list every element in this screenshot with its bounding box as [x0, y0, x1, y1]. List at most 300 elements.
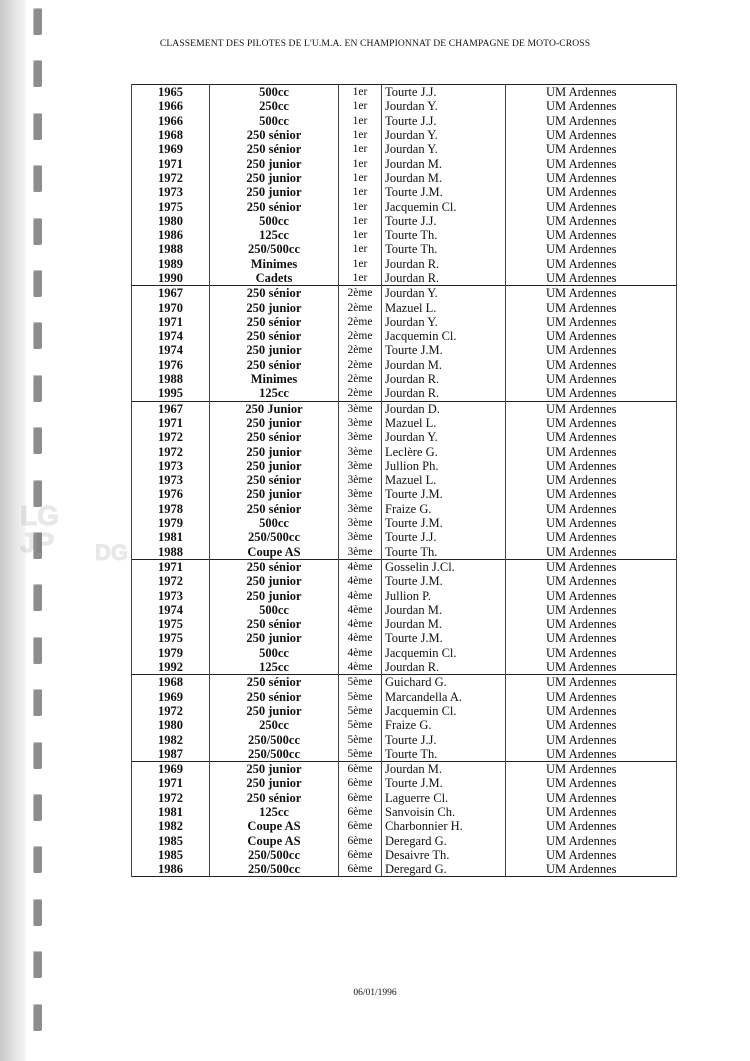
class-cell: Minimes: [210, 257, 339, 271]
rank-cell: 1er: [339, 185, 382, 199]
rank-cell: 3ème: [339, 530, 382, 544]
club-cell: UM Ardennes: [506, 185, 677, 199]
rank-cell: 3ème: [339, 487, 382, 501]
rank-cell: 6ème: [339, 862, 382, 877]
class-cell: 250 junior: [210, 574, 339, 588]
pilot-cell: Tourte J.M.: [382, 185, 506, 199]
class-cell: 250 junior: [210, 300, 339, 314]
club-cell: UM Ardennes: [506, 386, 677, 401]
pilot-cell: Guichard G.: [382, 675, 506, 690]
club-cell: UM Ardennes: [506, 603, 677, 617]
club-cell: UM Ardennes: [506, 530, 677, 544]
club-cell: UM Ardennes: [506, 862, 677, 877]
class-cell: 250 junior: [210, 631, 339, 645]
rank-cell: 2ème: [339, 343, 382, 357]
year-cell: 1967: [132, 286, 210, 301]
class-cell: 500cc: [210, 603, 339, 617]
class-cell: 125cc: [210, 660, 339, 675]
pilot-cell: Laguerre Cl.: [382, 791, 506, 805]
table-row: [132, 530, 677, 544]
club-cell: UM Ardennes: [506, 559, 677, 574]
year-cell: 1988: [132, 545, 210, 560]
year-cell: 1966: [132, 99, 210, 113]
pilot-cell: Leclère G.: [382, 444, 506, 458]
year-cell: 1987: [132, 747, 210, 762]
pilot-cell: Jourdan Y.: [382, 286, 506, 301]
rank-cell: 6ème: [339, 776, 382, 790]
table-row: [132, 487, 677, 501]
club-cell: UM Ardennes: [506, 805, 677, 819]
rank-cell: 5ème: [339, 689, 382, 703]
binder-hole: [33, 322, 42, 349]
pilot-cell: Jacquemin Cl.: [382, 199, 506, 213]
club-cell: UM Ardennes: [506, 689, 677, 703]
binder-hole: [33, 532, 42, 559]
year-cell: 1973: [132, 588, 210, 602]
class-cell: 250/500cc: [210, 242, 339, 256]
year-cell: 1974: [132, 343, 210, 357]
club-cell: UM Ardennes: [506, 329, 677, 343]
table-row: [132, 358, 677, 372]
rank-cell: 1er: [339, 199, 382, 213]
table-row: [132, 660, 677, 675]
binder-hole: [33, 113, 42, 140]
club-cell: UM Ardennes: [506, 85, 677, 100]
club-cell: UM Ardennes: [506, 545, 677, 560]
rank-cell: 1er: [339, 85, 382, 100]
table-row: [132, 646, 677, 660]
table-row: [132, 242, 677, 256]
binder-hole: [33, 60, 42, 87]
pilot-cell: Gosselin J.Cl.: [382, 559, 506, 574]
pilot-cell: Tourte Th.: [382, 242, 506, 256]
year-cell: 1971: [132, 315, 210, 329]
class-cell: Minimes: [210, 372, 339, 386]
class-cell: 250 junior: [210, 156, 339, 170]
rank-cell: 6ème: [339, 819, 382, 833]
year-cell: 1965: [132, 85, 210, 100]
club-cell: UM Ardennes: [506, 617, 677, 631]
class-cell: 250 sénior: [210, 675, 339, 690]
binder-holes: [0, 0, 40, 1061]
binder-hole: [33, 375, 42, 402]
table-row: [132, 848, 677, 862]
rank-cell: 4ème: [339, 631, 382, 645]
class-cell: 250 sénior: [210, 473, 339, 487]
table-row: [132, 430, 677, 444]
club-cell: UM Ardennes: [506, 791, 677, 805]
pilot-cell: Jourdan M.: [382, 358, 506, 372]
class-cell: Coupe AS: [210, 819, 339, 833]
class-cell: Coupe AS: [210, 545, 339, 560]
table-row: [132, 588, 677, 602]
rank-cell: 6ème: [339, 791, 382, 805]
binder-hole: [33, 846, 42, 873]
pilot-cell: Jacquemin Cl.: [382, 646, 506, 660]
class-cell: 250/500cc: [210, 862, 339, 877]
pilot-cell: Mazuel L.: [382, 473, 506, 487]
rank-cell: 1er: [339, 114, 382, 128]
club-cell: UM Ardennes: [506, 372, 677, 386]
table-row: [132, 516, 677, 530]
rank-cell: 6ème: [339, 848, 382, 862]
year-cell: 1980: [132, 718, 210, 732]
table-row: [132, 791, 677, 805]
table-row: [132, 574, 677, 588]
pilot-cell: Tourte J.J.: [382, 85, 506, 100]
club-cell: UM Ardennes: [506, 660, 677, 675]
table-row: [132, 128, 677, 142]
club-cell: UM Ardennes: [506, 114, 677, 128]
club-cell: UM Ardennes: [506, 358, 677, 372]
rank-cell: 1er: [339, 99, 382, 113]
table-row: [132, 300, 677, 314]
year-cell: 1972: [132, 444, 210, 458]
rank-cell: 2ème: [339, 386, 382, 401]
table-row: [132, 631, 677, 645]
table-row: [132, 372, 677, 386]
table-row: [132, 199, 677, 213]
class-cell: 250 sénior: [210, 199, 339, 213]
pilot-cell: Jullion Ph.: [382, 459, 506, 473]
rank-cell: 3ème: [339, 502, 382, 516]
year-cell: 1969: [132, 142, 210, 156]
class-cell: 250 junior: [210, 588, 339, 602]
class-cell: 250cc: [210, 99, 339, 113]
class-cell: 250/500cc: [210, 848, 339, 862]
pilot-cell: Jourdan R.: [382, 660, 506, 675]
table-row: [132, 675, 677, 690]
year-cell: 1985: [132, 848, 210, 862]
rank-cell: 5ème: [339, 675, 382, 690]
rank-cell: 3ème: [339, 401, 382, 416]
year-cell: 1981: [132, 530, 210, 544]
year-cell: 1989: [132, 257, 210, 271]
club-cell: UM Ardennes: [506, 473, 677, 487]
year-cell: 1980: [132, 214, 210, 228]
year-cell: 1976: [132, 487, 210, 501]
year-cell: 1974: [132, 603, 210, 617]
class-cell: 125cc: [210, 228, 339, 242]
year-cell: 1972: [132, 791, 210, 805]
year-cell: 1972: [132, 171, 210, 185]
year-cell: 1972: [132, 704, 210, 718]
class-cell: 250 junior: [210, 416, 339, 430]
table-row: [132, 718, 677, 732]
pilot-cell: Deregard G.: [382, 862, 506, 877]
club-cell: UM Ardennes: [506, 214, 677, 228]
rank-cell: 3ème: [339, 516, 382, 530]
rank-cell: 6ème: [339, 805, 382, 819]
class-cell: 250 sénior: [210, 329, 339, 343]
club-cell: UM Ardennes: [506, 502, 677, 516]
pilot-cell: Fraize G.: [382, 718, 506, 732]
table-row: [132, 603, 677, 617]
rank-cell: 3ème: [339, 545, 382, 560]
class-cell: 250 junior: [210, 761, 339, 776]
binder-hole: [33, 427, 42, 454]
club-cell: UM Ardennes: [506, 315, 677, 329]
table-row: [132, 286, 677, 301]
pilot-cell: Jourdan Y.: [382, 128, 506, 142]
year-cell: 1990: [132, 271, 210, 286]
rank-cell: 6ème: [339, 833, 382, 847]
rank-cell: 1er: [339, 171, 382, 185]
pilot-cell: Tourte J.J.: [382, 530, 506, 544]
pilot-cell: Charbonnier H.: [382, 819, 506, 833]
ranking-table: [131, 84, 677, 877]
year-cell: 1971: [132, 416, 210, 430]
pilot-cell: Jourdan M.: [382, 171, 506, 185]
class-cell: 500cc: [210, 646, 339, 660]
class-cell: 250 sénior: [210, 430, 339, 444]
rank-cell: 1er: [339, 242, 382, 256]
table-row: [132, 315, 677, 329]
year-cell: 1979: [132, 646, 210, 660]
rank-cell: 5ème: [339, 732, 382, 746]
year-cell: 1969: [132, 761, 210, 776]
pilot-cell: Mazuel L.: [382, 416, 506, 430]
year-cell: 1975: [132, 617, 210, 631]
year-cell: 1968: [132, 128, 210, 142]
pilot-cell: Jourdan R.: [382, 271, 506, 286]
club-cell: UM Ardennes: [506, 516, 677, 530]
year-cell: 1975: [132, 199, 210, 213]
year-cell: 1971: [132, 156, 210, 170]
year-cell: 1973: [132, 459, 210, 473]
table-row: [132, 545, 677, 560]
rank-cell: 3ème: [339, 430, 382, 444]
year-cell: 1981: [132, 805, 210, 819]
year-cell: 1967: [132, 401, 210, 416]
year-cell: 1970: [132, 300, 210, 314]
club-cell: UM Ardennes: [506, 444, 677, 458]
class-cell: 250 sénior: [210, 142, 339, 156]
club-cell: UM Ardennes: [506, 430, 677, 444]
year-cell: 1969: [132, 689, 210, 703]
pilot-cell: Tourte J.M.: [382, 776, 506, 790]
class-cell: 250 junior: [210, 459, 339, 473]
class-cell: 250 junior: [210, 185, 339, 199]
table-row: [132, 747, 677, 762]
rank-cell: 2ème: [339, 300, 382, 314]
table-row: [132, 156, 677, 170]
year-cell: 1982: [132, 819, 210, 833]
binder-hole: [33, 794, 42, 821]
club-cell: UM Ardennes: [506, 718, 677, 732]
table-row: [132, 502, 677, 516]
club-cell: UM Ardennes: [506, 228, 677, 242]
year-cell: 1974: [132, 329, 210, 343]
rank-cell: 1er: [339, 257, 382, 271]
page-title: CLASSEMENT DES PILOTES DE L'U.M.A. EN CHAMPIONNAT DE CHAMPAGNE DE MOTO-CROSS: [159, 38, 591, 49]
club-cell: UM Ardennes: [506, 416, 677, 430]
pilot-cell: Tourte Th.: [382, 545, 506, 560]
binder-hole: [33, 689, 42, 716]
rank-cell: 4ème: [339, 617, 382, 631]
club-cell: UM Ardennes: [506, 646, 677, 660]
year-cell: 1979: [132, 516, 210, 530]
rank-cell: 3ème: [339, 473, 382, 487]
class-cell: 250/500cc: [210, 530, 339, 544]
pilot-cell: Jourdan M.: [382, 603, 506, 617]
rank-cell: 1er: [339, 214, 382, 228]
pilot-cell: Tourte J.M.: [382, 516, 506, 530]
binder-hole: [33, 951, 42, 978]
pilot-cell: Jourdan Y.: [382, 430, 506, 444]
table-row: [132, 732, 677, 746]
class-cell: 500cc: [210, 516, 339, 530]
pilot-cell: Tourte J.M.: [382, 487, 506, 501]
year-cell: 1971: [132, 559, 210, 574]
rank-cell: 2ème: [339, 358, 382, 372]
class-cell: 250 sénior: [210, 286, 339, 301]
year-cell: 1973: [132, 473, 210, 487]
pilot-cell: Deregard G.: [382, 833, 506, 847]
rank-cell: 4ème: [339, 646, 382, 660]
rank-cell: 1er: [339, 271, 382, 286]
binder-hole: [33, 270, 42, 297]
club-cell: UM Ardennes: [506, 631, 677, 645]
club-cell: UM Ardennes: [506, 588, 677, 602]
rank-cell: 2ème: [339, 315, 382, 329]
binder-hole: [33, 1004, 42, 1031]
class-cell: 250/500cc: [210, 747, 339, 762]
class-cell: 250 junior: [210, 171, 339, 185]
club-cell: UM Ardennes: [506, 747, 677, 762]
class-cell: 125cc: [210, 386, 339, 401]
pilot-cell: Jacquemin Cl.: [382, 329, 506, 343]
year-cell: 1986: [132, 862, 210, 877]
class-cell: Cadets: [210, 271, 339, 286]
club-cell: UM Ardennes: [506, 704, 677, 718]
rank-cell: 2ème: [339, 286, 382, 301]
club-cell: UM Ardennes: [506, 833, 677, 847]
pilot-cell: Jourdan R.: [382, 386, 506, 401]
rank-cell: 6ème: [339, 761, 382, 776]
club-cell: UM Ardennes: [506, 156, 677, 170]
table-row: [132, 862, 677, 877]
class-cell: 250 junior: [210, 704, 339, 718]
club-cell: UM Ardennes: [506, 761, 677, 776]
class-cell: 250 Junior: [210, 401, 339, 416]
club-cell: UM Ardennes: [506, 142, 677, 156]
table-row: [132, 805, 677, 819]
year-cell: 1966: [132, 114, 210, 128]
club-cell: UM Ardennes: [506, 776, 677, 790]
table-row: [132, 99, 677, 113]
year-cell: 1976: [132, 358, 210, 372]
table-row: [132, 776, 677, 790]
pilot-cell: Jourdan R.: [382, 372, 506, 386]
class-cell: 250cc: [210, 718, 339, 732]
year-cell: 1971: [132, 776, 210, 790]
club-cell: UM Ardennes: [506, 171, 677, 185]
table-row: [132, 329, 677, 343]
year-cell: 1975: [132, 631, 210, 645]
watermark-text-a: LG: [20, 500, 59, 531]
rank-cell: 3ème: [339, 459, 382, 473]
year-cell: 1992: [132, 660, 210, 675]
club-cell: UM Ardennes: [506, 819, 677, 833]
binder-hole: [33, 8, 42, 35]
club-cell: UM Ardennes: [506, 459, 677, 473]
rank-cell: 5ème: [339, 718, 382, 732]
club-cell: UM Ardennes: [506, 286, 677, 301]
table-row: [132, 214, 677, 228]
pilot-cell: Tourte J.M.: [382, 343, 506, 357]
year-cell: 1972: [132, 430, 210, 444]
pilot-cell: Tourte J.J.: [382, 114, 506, 128]
club-cell: UM Ardennes: [506, 732, 677, 746]
rank-cell: 3ème: [339, 444, 382, 458]
pilot-cell: Fraize G.: [382, 502, 506, 516]
rank-cell: 5ème: [339, 704, 382, 718]
table-row: [132, 459, 677, 473]
binder-hole: [33, 218, 42, 245]
binder-hole: [33, 165, 42, 192]
pilot-cell: Jourdan Y.: [382, 315, 506, 329]
pilot-cell: Tourte Th.: [382, 228, 506, 242]
year-cell: 1988: [132, 242, 210, 256]
pilot-cell: Mazuel L.: [382, 300, 506, 314]
club-cell: UM Ardennes: [506, 257, 677, 271]
club-cell: UM Ardennes: [506, 242, 677, 256]
class-cell: 250 sénior: [210, 502, 339, 516]
club-cell: UM Ardennes: [506, 675, 677, 690]
table-row: [132, 114, 677, 128]
table-row: [132, 473, 677, 487]
pilot-cell: Tourte J.M.: [382, 631, 506, 645]
rank-cell: 1er: [339, 142, 382, 156]
class-cell: 250 sénior: [210, 617, 339, 631]
pilot-cell: Jourdan R.: [382, 257, 506, 271]
table-row: [132, 833, 677, 847]
year-cell: 1995: [132, 386, 210, 401]
binder-hole: [33, 584, 42, 611]
year-cell: 1972: [132, 574, 210, 588]
table-row: [132, 689, 677, 703]
pilot-cell: Tourte J.J.: [382, 732, 506, 746]
class-cell: 500cc: [210, 114, 339, 128]
table-row: [132, 761, 677, 776]
table-row: [132, 401, 677, 416]
class-cell: 250/500cc: [210, 732, 339, 746]
pilot-cell: Desaivre Th.: [382, 848, 506, 862]
rank-cell: 1er: [339, 128, 382, 142]
table-row: [132, 185, 677, 199]
rank-cell: 4ème: [339, 574, 382, 588]
class-cell: 250 sénior: [210, 559, 339, 574]
table-row: [132, 819, 677, 833]
club-cell: UM Ardennes: [506, 128, 677, 142]
watermark-text-c: DG: [95, 540, 128, 565]
rank-cell: 2ème: [339, 372, 382, 386]
class-cell: 250 sénior: [210, 689, 339, 703]
table-row: [132, 343, 677, 357]
class-cell: 250 junior: [210, 776, 339, 790]
table-row: [132, 704, 677, 718]
class-cell: 250 sénior: [210, 128, 339, 142]
year-cell: 1968: [132, 675, 210, 690]
pilot-cell: Jourdan M.: [382, 156, 506, 170]
pilot-cell: Jourdan Y.: [382, 99, 506, 113]
club-cell: UM Ardennes: [506, 487, 677, 501]
year-cell: 1988: [132, 372, 210, 386]
class-cell: 250 junior: [210, 444, 339, 458]
club-cell: UM Ardennes: [506, 300, 677, 314]
rank-cell: 3ème: [339, 416, 382, 430]
